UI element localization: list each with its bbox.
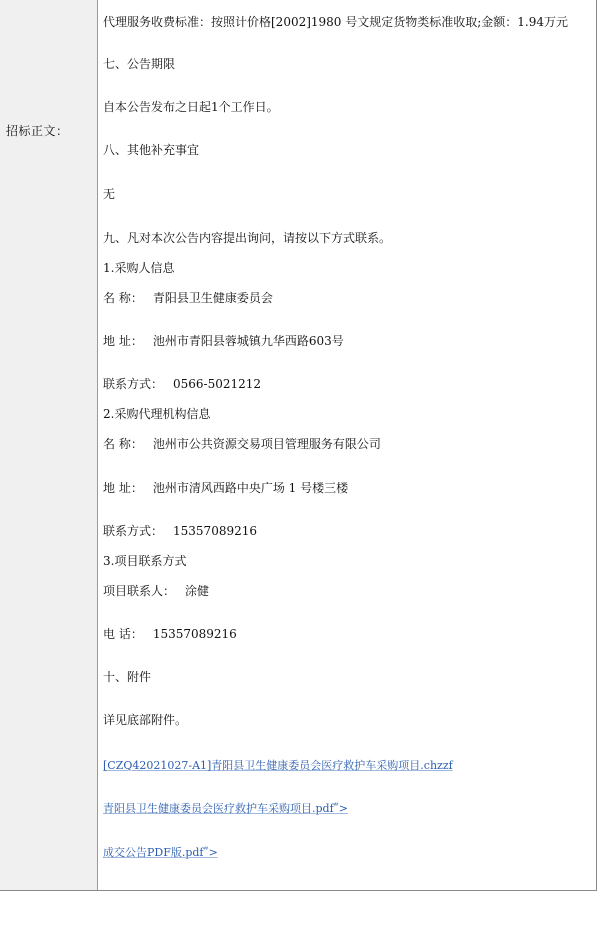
attachment-link-result-pdf[interactable]: 成交公告PDF版.pdfʺ> bbox=[103, 846, 218, 859]
section-9-heading: 九、凡对本次公告内容提出询问，请按以下方式联系。 bbox=[103, 231, 392, 245]
agency-address-label: 地 址： bbox=[103, 481, 143, 495]
section-10-heading: 十、附件 bbox=[103, 670, 152, 684]
announcement-period-text: 自本公告发布之日起1个工作日。 bbox=[103, 100, 279, 114]
buyer-address-label: 地 址： bbox=[103, 334, 143, 348]
agency-address-row bbox=[103, 481, 348, 495]
attachment-link-project-pdf[interactable]: 青阳县卫生健康委员会医疗救护车采购项目.pdfʺ> bbox=[103, 802, 348, 815]
section-7-heading: 七、公告期限 bbox=[103, 57, 176, 71]
project-contact-value: 涂健 bbox=[185, 584, 210, 598]
supplement-text: 无 bbox=[103, 187, 116, 201]
attachment-note: 详见底部附件。 bbox=[103, 713, 188, 727]
agency-contact-row bbox=[103, 524, 257, 538]
attachment-link-chzzf[interactable]: [CZQ42021027-A1]青阳县卫生健康委员会医疗救护车采购项目.chzzf bbox=[103, 759, 453, 772]
buyer-info-heading: 1.采购人信息 bbox=[103, 261, 175, 275]
buyer-contact-label: 联系方式： bbox=[103, 377, 164, 391]
project-contact-row bbox=[103, 584, 209, 598]
agency-name-row bbox=[103, 437, 381, 451]
agency-info-heading: 2.采购代理机构信息 bbox=[103, 407, 211, 421]
agency-contact-value: 15357089216 bbox=[173, 524, 257, 538]
buyer-contact-row bbox=[103, 377, 261, 391]
fee-standard-text: 代理服务收费标准：按照计价格[2002]1980 号文规定货物类标准收取;金额：1.94万元 bbox=[103, 15, 569, 29]
project-contact-label: 项目联系人： bbox=[103, 584, 176, 598]
label-column bbox=[0, 0, 98, 890]
project-phone-label: 电 话： bbox=[103, 627, 143, 641]
buyer-address-value: 池州市青阳县蓉城镇九华西路603号 bbox=[152, 334, 344, 348]
project-phone-row bbox=[103, 627, 237, 641]
buyer-name-label: 名 称： bbox=[103, 291, 143, 305]
buyer-name-value: 青阳县卫生健康委员会 bbox=[152, 291, 273, 305]
agency-name-value: 池州市公共资源交易项目管理服务有限公司 bbox=[152, 437, 381, 451]
body-label: 招标正文： bbox=[6, 124, 69, 138]
project-phone-value: 15357089216 bbox=[152, 627, 237, 641]
buyer-name-row bbox=[103, 291, 273, 305]
agency-name-label: 名 称： bbox=[103, 437, 143, 451]
project-contact-heading: 3.项目联系方式 bbox=[103, 554, 187, 568]
section-8-heading: 八、其他补充事宜 bbox=[103, 143, 200, 157]
buyer-address-row bbox=[103, 334, 344, 348]
agency-address-value: 池州市清风西路中央广场 1 号楼三楼 bbox=[152, 481, 349, 495]
buyer-contact-value: 0566-5021212 bbox=[173, 377, 262, 391]
agency-contact-label: 联系方式： bbox=[103, 524, 164, 538]
